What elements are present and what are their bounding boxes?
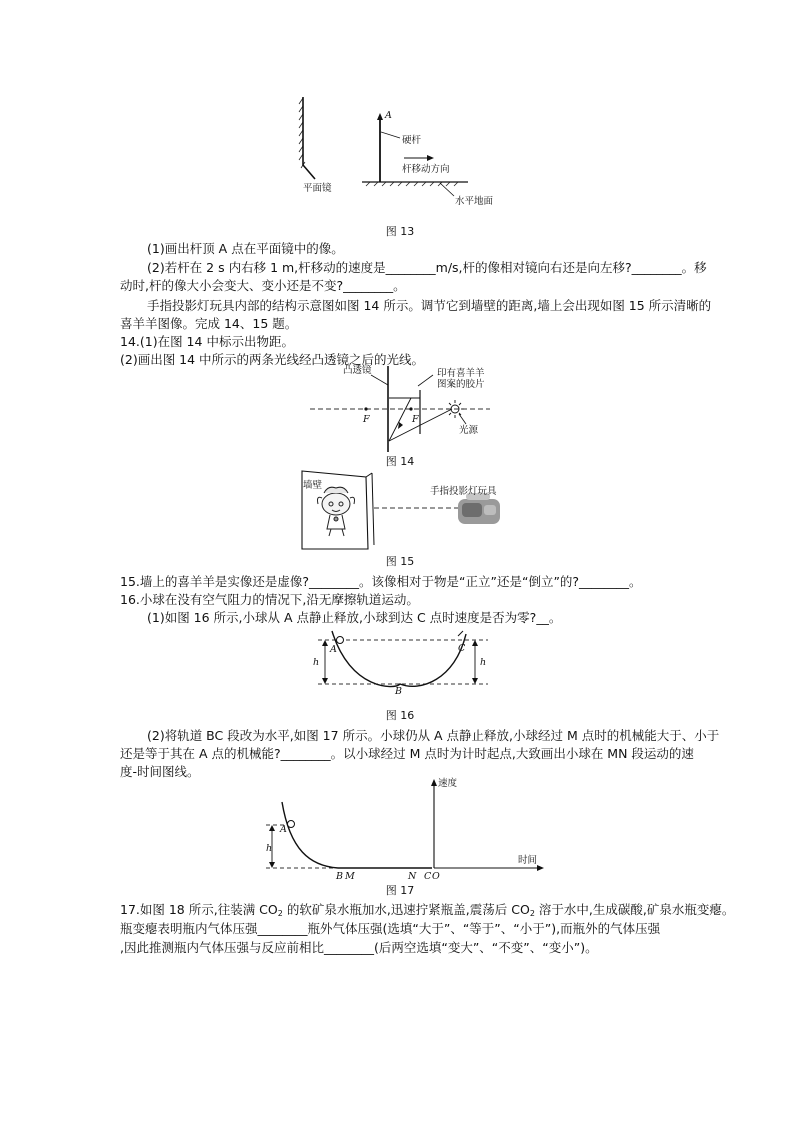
- fig15-label-wall: 墙壁: [303, 480, 323, 491]
- q16-part2: (2)将轨道 BC 段改为水平,如图 17 所示。小球仍从 A 点静止释放,小球经过 M 点时的机械能大于、小于: [147, 728, 720, 743]
- fig14-label-f-right: F: [412, 414, 419, 425]
- fig17-label-n: N: [408, 871, 417, 882]
- fig17-label-c: C: [424, 871, 432, 882]
- fig14-label-film-2: 图案的胶片: [437, 379, 485, 390]
- fig17-label-a: A: [280, 824, 287, 835]
- q17-line3: ,因此推测瓶内气体压强与反应前相比________(后两空选填“变大”、“不变”、“变小”)。: [120, 940, 598, 955]
- q13-part2: (2)若杆在 2 s 内右移 1 m,杆移动的速度是________m/s,杆的像相对镜向右还是向左移?________。移: [147, 260, 707, 275]
- fig14-caption: 图 14: [385, 455, 415, 468]
- fig14-label-source: 光源: [459, 425, 479, 436]
- fig13-label-ground: 水平地面: [455, 196, 494, 207]
- q16-stem: 16.小球在没有空气阻力的情况下,沿无摩擦轨道运动。: [120, 592, 419, 607]
- fig16-label-h-right: h: [480, 657, 487, 668]
- fig13-label-move: 杆移动方向: [402, 164, 450, 175]
- q17-line2: 瓶变瘪表明瓶内气体压强________瓶外气体压强(选填“大于”、“等于”、“小于”),而瓶外的气体压强: [120, 921, 661, 936]
- fig16-label-c: C: [458, 643, 466, 654]
- q17-line1: 17.如图 18 所示,往装满 $CO_2$ 的软矿泉水瓶加水,迅速拧紧瓶盖,震荡后 $CO_2$ 溶于水中,生成碳酸,矿泉水瓶变瘪。: [120, 902, 735, 918]
- fig14-label-film-1: 印有喜羊羊: [437, 368, 485, 379]
- fig17-label-speed: 速度: [438, 778, 458, 789]
- fig17-label-time: 时间: [518, 855, 538, 866]
- intro-line1: 手指投影灯玩具内部的结构示意图如图 14 所示。调节它到墙壁的距离,墙上会出现如图 15 所示清晰的: [147, 298, 712, 313]
- fig13-label-a: A: [385, 110, 392, 121]
- fig15-caption: 图 15: [385, 555, 415, 568]
- fig16-label-a: A: [330, 644, 337, 655]
- fig17-caption: 图 17: [385, 884, 415, 897]
- q16-part2-cont: 还是等于其在 A 点的机械能?________。以小球经过 M 点时为计时起点,大致画出小球在 MN 段运动的速: [120, 746, 694, 761]
- fig17-label-h: h: [266, 843, 273, 854]
- q13-part1: (1)画出杆顶 A 点在平面镜中的像。: [147, 241, 344, 256]
- q16-part2-end: 度-时间图线。: [120, 764, 200, 779]
- fig16-label-b: B: [395, 686, 402, 697]
- fig13-caption: 图 13: [385, 225, 415, 238]
- fig17-label-b: B: [336, 871, 343, 882]
- intro-line2: 喜羊羊图像。完成 14、15 题。: [120, 316, 298, 331]
- q16-part1: (1)如图 16 所示,小球从 A 点静止释放,小球到达 C 点时速度是否为零?__。: [147, 610, 562, 625]
- fig16-label-h-left: h: [313, 657, 320, 668]
- fig15-label-toy: 手指投影灯玩具: [430, 486, 497, 497]
- fig13-label-rod: 硬杆: [402, 135, 422, 146]
- curved-track-ab: [282, 802, 338, 868]
- fig14-label-f-left: F: [363, 414, 370, 425]
- fig14-label-lens: 凸透镜: [343, 365, 372, 376]
- q13-part2-cont: 动时,杆的像大小会变大、变小还是不变?________。: [120, 278, 406, 293]
- q15: 15.墙上的喜羊羊是实像还是虚像?________。该像相对于物是“正立”还是“倒立”的?________。: [120, 574, 642, 589]
- fig17-label-m: M: [345, 871, 355, 882]
- ball-a: [288, 821, 295, 828]
- q14-part1: 14.(1)在图 14 中标示出物距。: [120, 334, 294, 349]
- q14-part2: (2)画出图 14 中所示的两条光线经凸透镜之后的光线。: [120, 352, 425, 367]
- fig16-caption: 图 16: [385, 709, 415, 722]
- fig13-label-mirror: 平面镜: [303, 183, 332, 194]
- fig17-label-o: O: [432, 871, 440, 882]
